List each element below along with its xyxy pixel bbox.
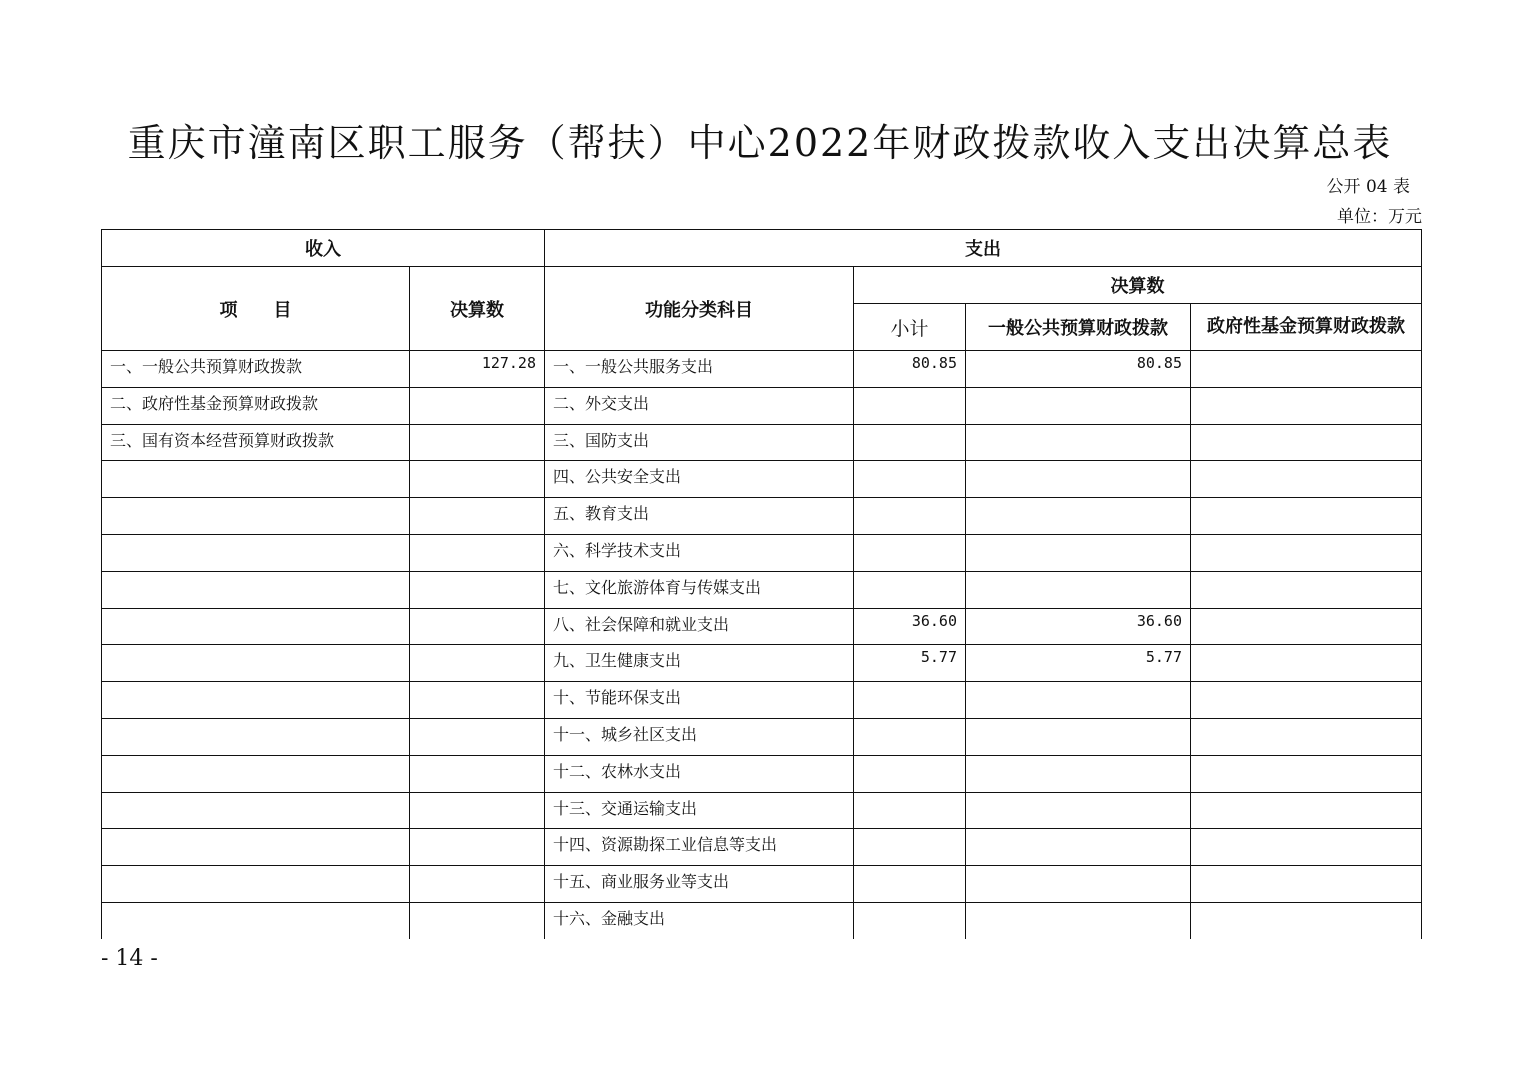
income-item-cell <box>102 902 410 939</box>
general-budget-cell <box>966 424 1191 461</box>
income-amount-cell: 127.28 <box>410 351 545 388</box>
table-row <box>102 461 1422 498</box>
table-row <box>102 682 1422 719</box>
income-amount-cell <box>410 498 545 535</box>
income-item-cell <box>102 829 410 866</box>
income-item-cell <box>102 571 410 608</box>
table-row <box>102 387 1422 424</box>
category-cell: 十、节能环保支出 <box>545 682 854 719</box>
general-budget-cell: 80.85 <box>966 351 1191 388</box>
income-amount-cell <box>410 755 545 792</box>
subtotal-cell <box>854 682 966 719</box>
table-row <box>102 534 1422 571</box>
table-body <box>102 351 1422 940</box>
income-amount-cell <box>410 608 545 645</box>
general-budget-cell <box>966 718 1191 755</box>
final-amount-group-header: 决算数 <box>854 267 1422 304</box>
fund-budget-cell <box>1191 902 1422 939</box>
subtotal-cell <box>854 498 966 535</box>
table-row <box>102 498 1422 535</box>
general-budget-cell <box>966 902 1191 939</box>
subtotal-cell <box>854 755 966 792</box>
subtotal-cell <box>854 571 966 608</box>
fund-budget-cell <box>1191 645 1422 682</box>
item-header: 项 目 <box>102 267 410 351</box>
fund-budget-cell <box>1191 608 1422 645</box>
table-row <box>102 902 1422 939</box>
general-budget-cell <box>966 498 1191 535</box>
income-item-cell: 二、政府性基金预算财政拨款 <box>102 387 410 424</box>
income-amount-cell <box>410 829 545 866</box>
fund-budget-cell <box>1191 498 1422 535</box>
category-cell: 十四、资源勘探工业信息等支出 <box>545 829 854 866</box>
category-cell: 十六、金融支出 <box>545 902 854 939</box>
subtotal-cell <box>854 902 966 939</box>
general-budget-cell <box>966 387 1191 424</box>
category-cell: 四、公共安全支出 <box>545 461 854 498</box>
income-amount-cell <box>410 387 545 424</box>
income-item-cell <box>102 608 410 645</box>
income-item-cell <box>102 645 410 682</box>
unit-label: 单位：万元 <box>1337 207 1422 227</box>
subtotal-cell: 80.85 <box>854 351 966 388</box>
subtotal-header: 小计 <box>854 304 966 351</box>
fund-budget-cell <box>1191 755 1422 792</box>
category-cell: 三、国防支出 <box>545 424 854 461</box>
category-cell: 六、科学技术支出 <box>545 534 854 571</box>
table-row <box>102 829 1422 866</box>
fund-budget-cell <box>1191 682 1422 719</box>
general-budget-cell: 36.60 <box>966 608 1191 645</box>
subtotal-cell <box>854 461 966 498</box>
subtotal-cell <box>854 866 966 903</box>
fund-budget-cell <box>1191 571 1422 608</box>
income-header: 收入 <box>102 230 545 267</box>
fund-budget-cell <box>1191 534 1422 571</box>
table-row <box>102 866 1422 903</box>
general-budget-cell <box>966 461 1191 498</box>
category-cell: 十一、城乡社区支出 <box>545 718 854 755</box>
table-row <box>102 755 1422 792</box>
income-amount-cell <box>410 461 545 498</box>
income-item-cell <box>102 718 410 755</box>
income-item-cell <box>102 534 410 571</box>
fund-budget-cell <box>1191 866 1422 903</box>
fund-budget-cell <box>1191 461 1422 498</box>
subtotal-cell <box>854 829 966 866</box>
table-row <box>102 608 1422 645</box>
table-row <box>102 792 1422 829</box>
table-row <box>102 571 1422 608</box>
general-budget-cell: 5.77 <box>966 645 1191 682</box>
category-cell: 二、外交支出 <box>545 387 854 424</box>
table-row <box>102 424 1422 461</box>
category-cell: 十二、农林水支出 <box>545 755 854 792</box>
income-amount-cell <box>410 902 545 939</box>
subtotal-cell: 5.77 <box>854 645 966 682</box>
category-cell: 九、卫生健康支出 <box>545 645 854 682</box>
subtotal-cell <box>854 792 966 829</box>
page-title: 重庆市潼南区职工服务（帮扶）中心2022年财政拨款收入支出决算总表 <box>127 121 1393 165</box>
income-item-cell <box>102 792 410 829</box>
fund-budget-cell <box>1191 387 1422 424</box>
income-amount-cell <box>410 571 545 608</box>
general-budget-cell <box>966 534 1191 571</box>
fund-budget-cell <box>1191 829 1422 866</box>
page-number: - 14 - <box>101 946 158 971</box>
government-fund-budget-header: 政府性基金预算财政拨款 <box>1191 304 1422 351</box>
subtotal-cell <box>854 424 966 461</box>
general-budget-cell <box>966 755 1191 792</box>
category-cell: 八、社会保障和就业支出 <box>545 608 854 645</box>
fund-budget-cell <box>1191 792 1422 829</box>
fund-budget-cell <box>1191 351 1422 388</box>
income-amount-cell <box>410 866 545 903</box>
income-amount-cell <box>410 682 545 719</box>
table-row <box>102 645 1422 682</box>
income-amount-cell <box>410 645 545 682</box>
final-amount-header: 决算数 <box>410 267 545 351</box>
general-budget-cell <box>966 829 1191 866</box>
income-amount-cell <box>410 718 545 755</box>
expenditure-header: 支出 <box>545 230 1422 267</box>
functional-category-header: 功能分类科目 <box>545 267 854 351</box>
table-row <box>102 718 1422 755</box>
income-item-cell <box>102 682 410 719</box>
general-budget-cell <box>966 792 1191 829</box>
general-budget-cell <box>966 571 1191 608</box>
form-number: 公开 04 表 <box>1326 177 1410 197</box>
subtotal-cell <box>854 718 966 755</box>
category-cell: 七、文化旅游体育与传媒支出 <box>545 571 854 608</box>
income-item-cell <box>102 461 410 498</box>
subtotal-cell: 36.60 <box>854 608 966 645</box>
category-cell: 一、一般公共服务支出 <box>545 351 854 388</box>
table-row <box>102 351 1422 388</box>
income-item-cell <box>102 498 410 535</box>
general-public-budget-header: 一般公共预算财政拨款 <box>966 304 1191 351</box>
general-budget-cell <box>966 682 1191 719</box>
income-amount-cell <box>410 792 545 829</box>
general-budget-cell <box>966 866 1191 903</box>
income-amount-cell <box>410 534 545 571</box>
category-cell: 十三、交通运输支出 <box>545 792 854 829</box>
category-cell: 五、教育支出 <box>545 498 854 535</box>
income-item-cell <box>102 755 410 792</box>
budget-table <box>101 229 1422 939</box>
subtotal-cell <box>854 387 966 424</box>
fund-budget-cell <box>1191 424 1422 461</box>
fund-budget-cell <box>1191 718 1422 755</box>
subtotal-cell <box>854 534 966 571</box>
income-item-cell <box>102 866 410 903</box>
income-amount-cell <box>410 424 545 461</box>
income-item-cell: 三、国有资本经营预算财政拨款 <box>102 424 410 461</box>
category-cell: 十五、商业服务业等支出 <box>545 866 854 903</box>
income-item-cell: 一、一般公共预算财政拨款 <box>102 351 410 388</box>
